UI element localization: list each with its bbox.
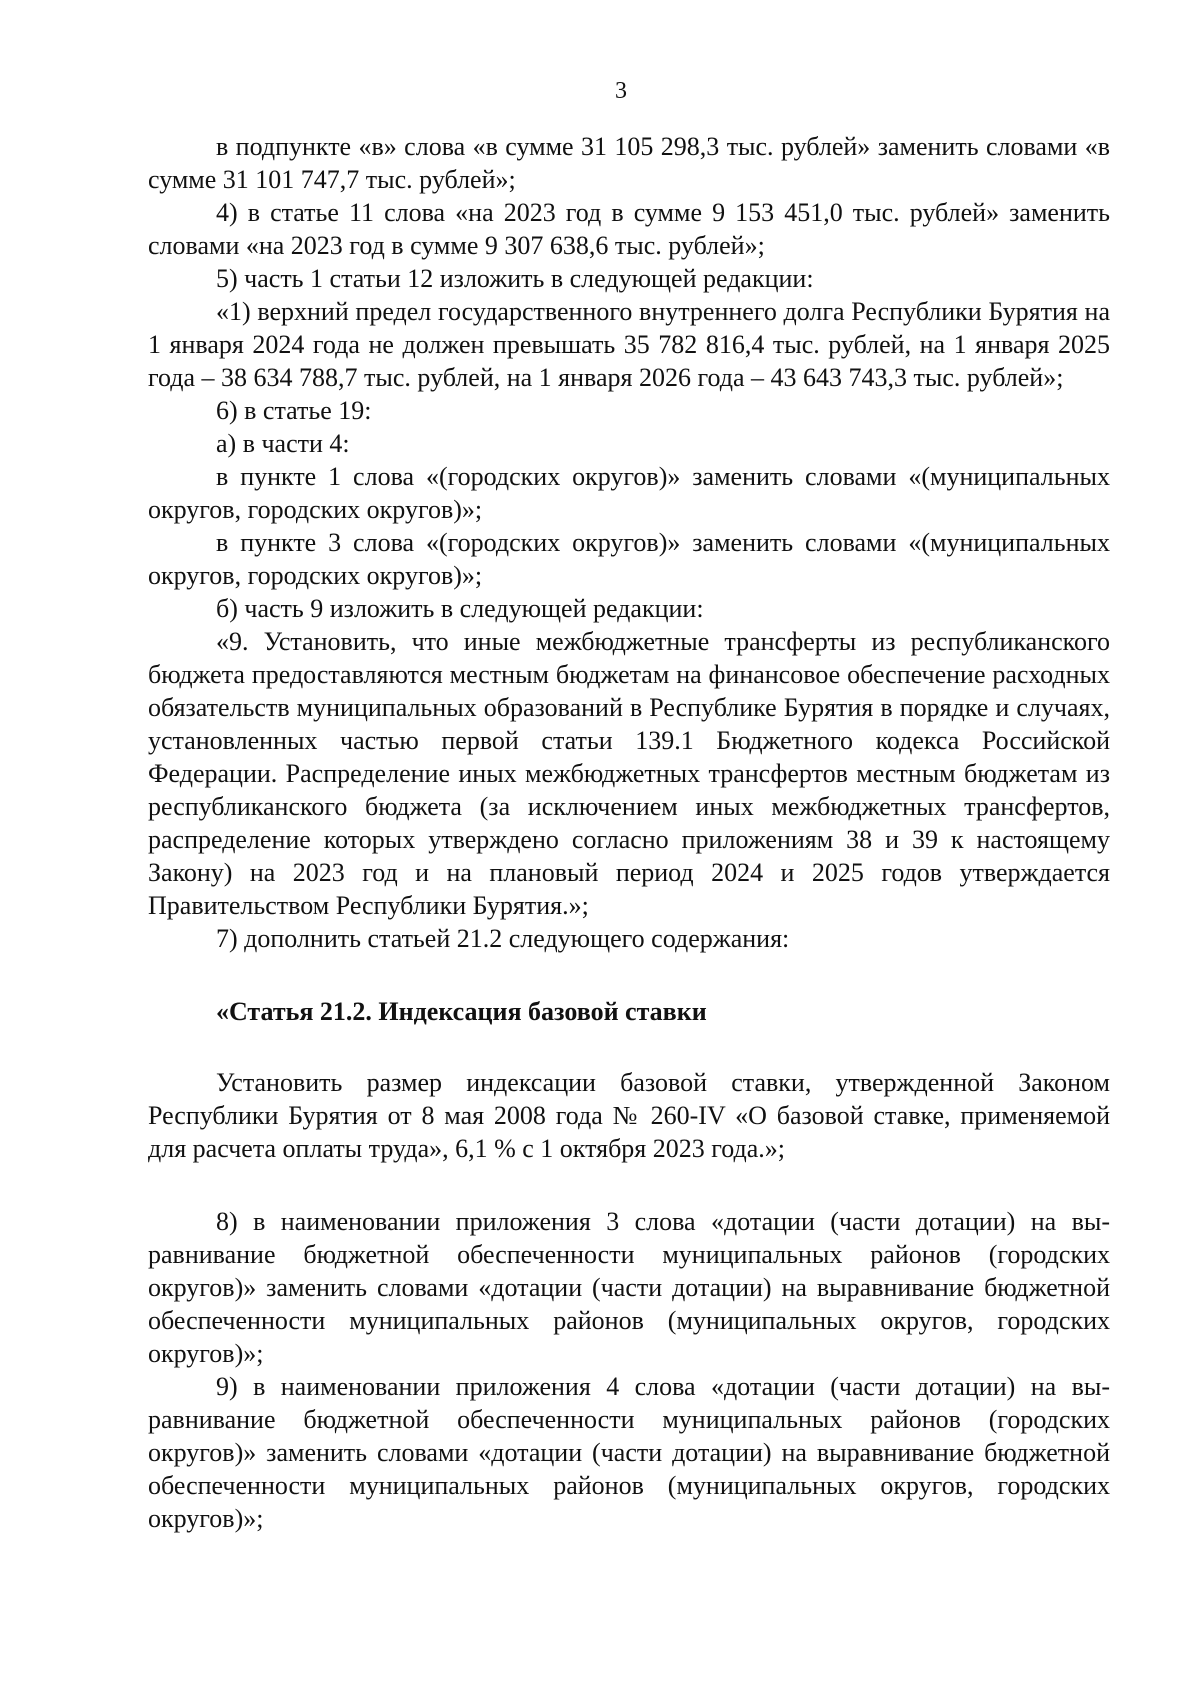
paragraph-point-1: в пункте 1 слова «(городских округов)» заменить словами «(муниципальных округов, городских округов)»; xyxy=(148,462,1110,524)
paragraph-debt-limit: «1) верхний предел государственного внутреннего долга Республики Бурятия на 1 января 2024 года не должен превышать 35 782 816,4 тыс. рублей, на 1 января 2025 года – 38 634 788,7 тыс. рублей, на 1 января 2026 года – 43 643 743,3 тыс. рублей»; xyxy=(148,297,1110,392)
paragraph-item-8: 8) в наименовании приложения 3 слова «дотации (части дотации) на выравнивание бюджетной обеспеченности муниципальных районов (городских округов)» заменить словами «дотации (части дотации) на выравнивание бюджетной обеспеченности муниципальных районов (муниципальных округов, городских округов)»; xyxy=(148,1207,1110,1368)
paragraph-item-6: 6) в статье 19: xyxy=(216,396,372,425)
paragraph-item-5: 5) часть 1 статьи 12 изложить в следующей редакции: xyxy=(216,264,814,293)
article-heading: «Статья 21.2. Индексация базовой ставки xyxy=(216,997,707,1026)
paragraph-subpoint-v: в подпункте «в» слова «в сумме 31 105 298,3 тыс. рублей» заменить словами «в сумме 31 101 747,7 тыс. рублей»; xyxy=(148,132,1110,194)
paragraph-part-9: б) часть 9 изложить в следующей редакции: xyxy=(216,594,704,623)
page-number: 3 xyxy=(615,78,627,104)
paragraph-article-21-2: Установить размер индексации базовой ставки, утвержденной Законом Республики Бурятия от 8 мая 2008 года № 260-IV «О базовой ставке, применяемой для расчета оплаты труда», 6,1 % с 1 октября 2023 года.»; xyxy=(148,1068,1110,1163)
paragraph-part-4: а) в части 4: xyxy=(216,429,350,458)
paragraph-item-9: 9) в наименовании приложения 4 слова «дотации (части дотации) на выравнивание бюджетной обеспеченности муниципальных районов (городских округов)» заменить словами «дотации (части дотации) на выравнивание бюджетной обеспеченности муниципальных районов (муниципальных округов, городских округов)»; xyxy=(148,1372,1110,1533)
document-body xyxy=(148,130,1110,1535)
paragraph-transfers: «9. Установить, что иные межбюджетные трансферты из республиканского бюджета предоставляются местным бюджетам на финансовое обеспечение расходных обязательств муниципальных образований в Республике Бурятия в порядке и случаях, установленных частью первой статьи 139.1 Бюджетного кодекса Российской Федерации. Распределение иных межбюджетных трансфертов местным бюджетам из республиканского бюджета (за исключением иных межбюджетных трансфертов, распределение которых утверждено согласно приложениям 38 и 39 к настоящему Закону) на 2023 год и на плановый период 2024 и 2025 годов утверждается Правительством Республики Бурятия.»; xyxy=(148,627,1110,920)
paragraph-point-3: в пункте 3 слова «(городских округов)» заменить словами «(муниципальных округов, городских округов)»; xyxy=(148,528,1110,590)
paragraph-item-4: 4) в статье 11 слова «на 2023 год в сумме 9 153 451,0 тыс. рублей» заменить словами «на 2023 год в сумме 9 307 638,6 тыс. рублей»; xyxy=(148,198,1110,260)
paragraph-item-7: 7) дополнить статьей 21.2 следующего содержания: xyxy=(216,924,790,953)
